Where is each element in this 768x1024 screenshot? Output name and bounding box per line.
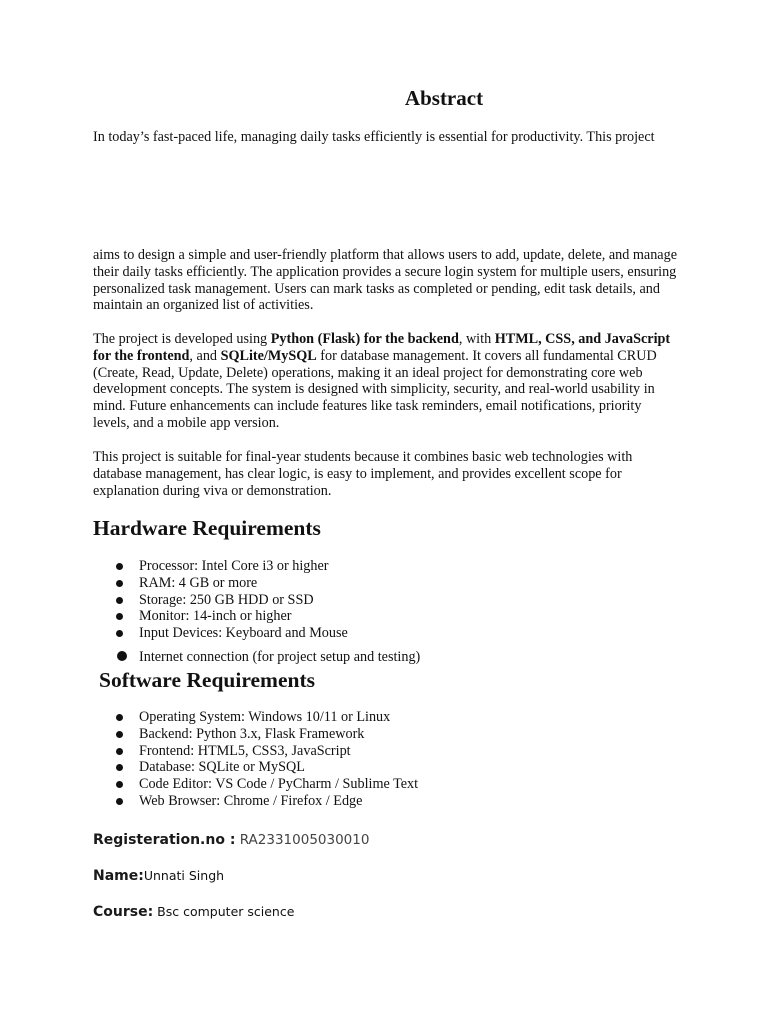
name-label: Name: <box>93 868 144 884</box>
para2-bold-database: SQLite/MySQL <box>220 347 317 364</box>
registration-value: RA2331005030010 <box>235 832 370 848</box>
hardware-heading: Hardware Requirements <box>93 516 321 540</box>
hardware-list-item: Storage: 250 GB HDD or SSD <box>116 592 348 609</box>
bullet-icon <box>116 714 123 721</box>
bullet-icon <box>116 630 123 637</box>
course-value: Bsc computer science <box>153 904 295 919</box>
abstract-paragraph-intro: In today’s fast-paced life, managing daily tasks efficiently is essential for productivity. This project <box>93 129 655 145</box>
software-list-item: Web Browser: Chrome / Firefox / Edge <box>116 793 418 810</box>
software-list-item: Database: SQLite or MySQL <box>116 759 418 776</box>
student-course <box>93 901 294 920</box>
hardware-list-item: Monitor: 14-inch or higher <box>116 608 348 625</box>
bullet-icon <box>116 764 123 771</box>
name-value: Unnati Singh <box>143 868 225 883</box>
software-list-item: Backend: Python 3.x, Flask Framework <box>116 726 418 743</box>
bullet-icon <box>116 731 123 738</box>
registration-label: Registeration.no : <box>93 832 236 848</box>
para2-text-2: , with <box>458 331 495 347</box>
student-name <box>93 865 224 884</box>
registration-number <box>93 829 369 848</box>
abstract-paragraph-1: aims to design a simple and user-friendly platform that allows users to add, update, delete, and manage their daily tasks efficiently. The application provides a secure login system for multiple users, ensuring personalized task management. Users can mark tasks as completed or pending, edit task details, and maintain an organized list of activities. <box>93 247 677 314</box>
para2-text-3: , and <box>189 347 221 364</box>
software-list-item: Code Editor: VS Code / PyCharm / Sublime Text <box>116 776 418 793</box>
hardware-list-item-internet: Internet connection (for project setup and testing) <box>116 648 420 666</box>
hardware-list-item: Processor: Intel Core i3 or higher <box>116 558 348 575</box>
software-heading: Software Requirements <box>99 668 315 692</box>
para2-text-4: for database management. It covers all fundamental CRUD (Create, Read, Update, Delete) operations, making it an ideal project for demonstrating core web development concepts. The system is designed with simplicity, security, and real-world usability in mind. Future enhancements can include features like task reminders, email notifications, priority levels, and a mobile app version. <box>93 347 657 431</box>
hardware-list-item: RAM: 4 GB or more <box>116 575 348 592</box>
bullet-icon <box>116 748 123 755</box>
bullet-icon <box>117 651 127 661</box>
course-label: Course: <box>93 904 154 920</box>
para2-bold-frontend: HTML, CSS, and JavaScript for the frontend <box>93 331 671 364</box>
software-list-item: Frontend: HTML5, CSS3, JavaScript <box>116 743 418 760</box>
para2-bold-backend: Python (Flask) for the backend <box>270 331 459 347</box>
hardware-list <box>116 558 348 642</box>
abstract-paragraph-3: This project is suitable for final-year students because it combines basic web technologies with database management, has clear logic, is easy to implement, and provides excellent scope for explanation during viva or demonstration. <box>93 449 633 499</box>
bullet-icon <box>116 613 123 620</box>
bullet-icon <box>116 798 123 805</box>
bullet-icon <box>116 563 123 570</box>
abstract-paragraph-2 <box>93 331 678 432</box>
software-list <box>116 709 418 810</box>
bullet-icon <box>116 781 123 788</box>
bullet-icon <box>116 580 123 587</box>
bullet-icon <box>116 597 123 604</box>
para2-text-1: The project is developed using <box>93 331 271 347</box>
abstract-title: Abstract <box>404 86 484 110</box>
software-list-item: Operating System: Windows 10/11 or Linux <box>116 709 418 726</box>
hardware-list-item: Input Devices: Keyboard and Mouse <box>116 625 348 642</box>
